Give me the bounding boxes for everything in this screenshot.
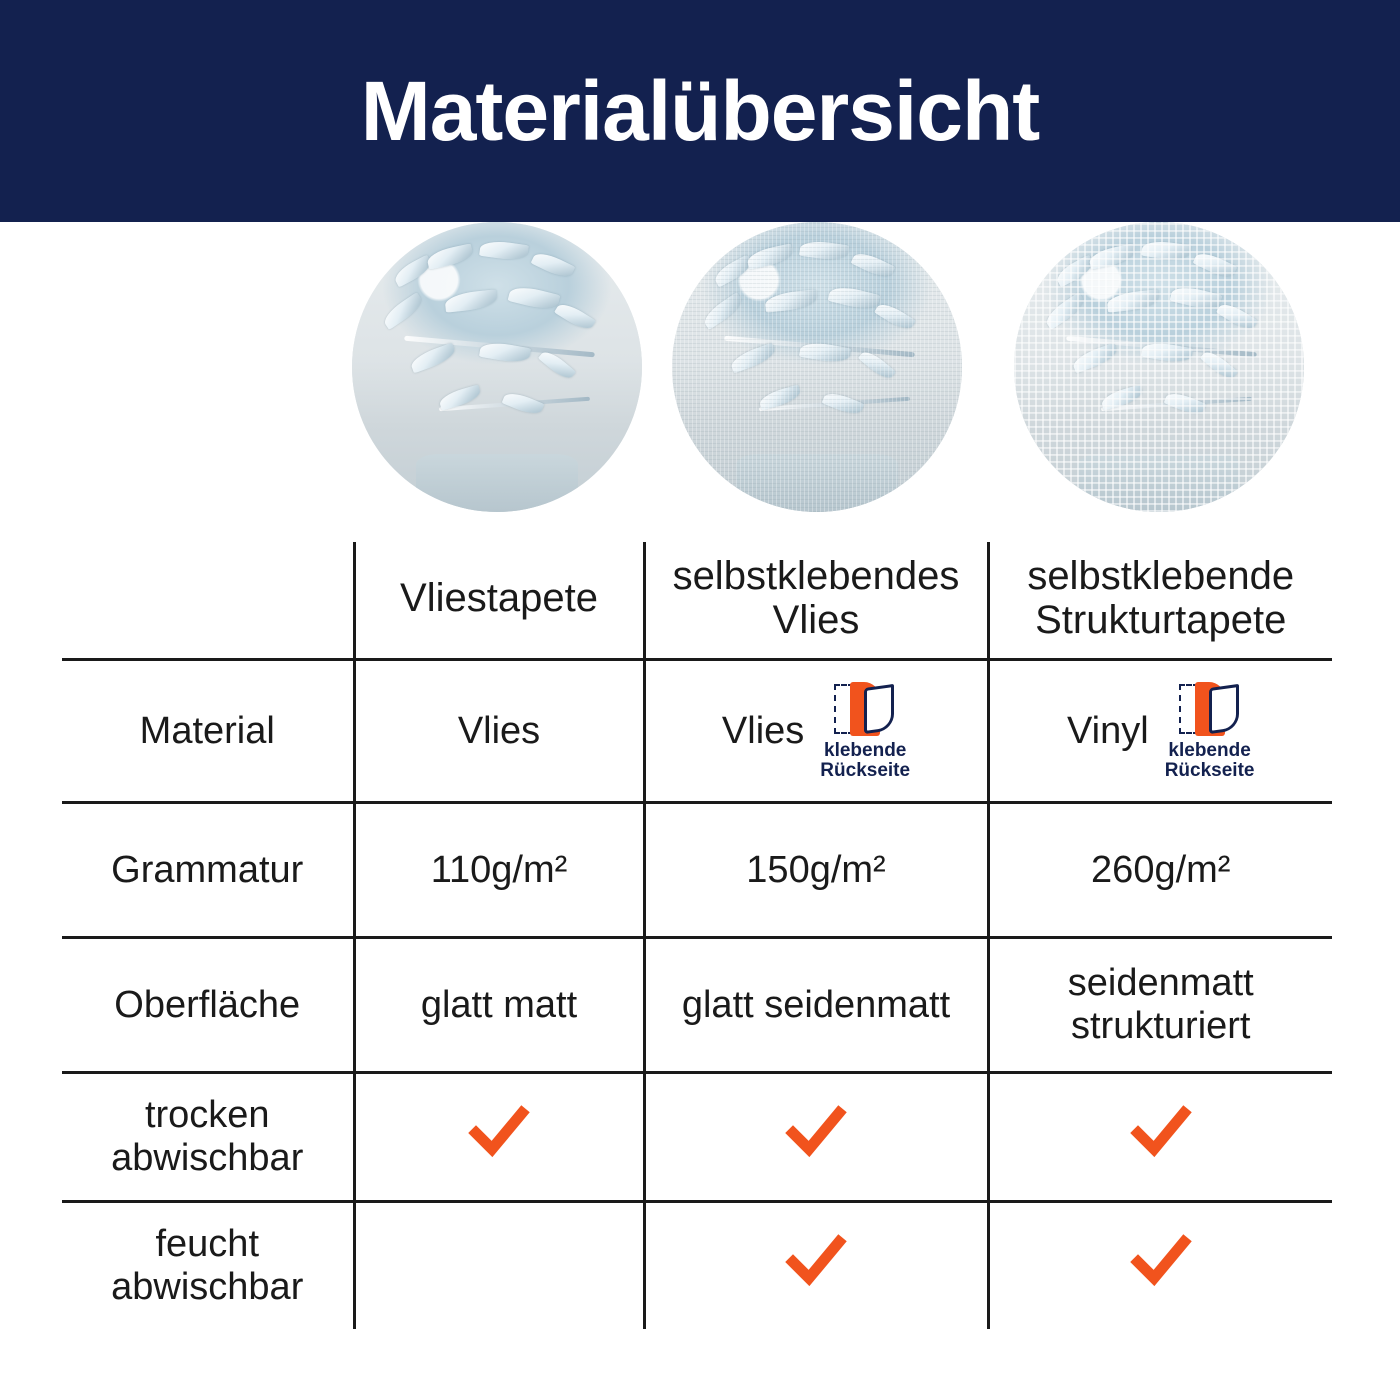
row-label-grammatur: Grammatur (62, 803, 354, 938)
table-header-row (62, 542, 1332, 660)
material-swatch-row (0, 222, 1400, 542)
cell-grammatur-vliestapete: 110g/m² (354, 803, 644, 938)
adhesive-back-badge (820, 682, 910, 780)
badge-line-2: Rückseite (820, 759, 911, 781)
swatch-selbstklebendes-vlies (672, 222, 962, 512)
page-title: Materialübersicht (360, 64, 1040, 158)
table-row-trocken-abwischbar (62, 1073, 1332, 1202)
cell-trocken-strukturtapete (988, 1073, 1332, 1202)
cell-feucht-selbstklebendes-vlies (644, 1202, 988, 1330)
bamboo-artwork (352, 222, 642, 512)
material-comparison-table-wrap (0, 542, 1400, 1329)
table-row-material (62, 660, 1332, 803)
header-label: selbstklebende Strukturtapete (1027, 554, 1295, 642)
cell-value: Vinyl (1067, 709, 1149, 752)
cell-oberflaeche-vliestapete: glatt matt (354, 938, 644, 1073)
check-icon (785, 1101, 847, 1163)
row-label-oberflaeche: Oberfläche (62, 938, 354, 1073)
adhesive-back-icon (1179, 682, 1241, 738)
header-label: Vliestapete (400, 576, 598, 620)
cell-material-selbstklebendes-vlies (644, 660, 988, 803)
cell-material-vliestapete: Vlies (354, 660, 644, 803)
header-cell-vliestapete (354, 542, 644, 660)
cell-feucht-vliestapete (354, 1202, 644, 1330)
bamboo-artwork (672, 222, 962, 512)
check-icon (785, 1230, 847, 1292)
cell-grammatur-selbstklebendes-vlies: 150g/m² (644, 803, 988, 938)
swatch-selbstklebende-strukturtapete (1014, 222, 1304, 512)
badge-line-2: Rückseite (1164, 759, 1255, 781)
table-row-grammatur (62, 803, 1332, 938)
adhesive-back-icon (834, 682, 896, 738)
material-comparison-table (62, 542, 1332, 1329)
cell-trocken-selbstklebendes-vlies (644, 1073, 988, 1202)
badge-line-1: klebende (1168, 740, 1251, 762)
adhesive-back-badge (1165, 682, 1255, 780)
cell-grammatur-strukturtapete: 260g/m² (988, 803, 1332, 938)
header-label: selbstklebendes Vlies (672, 554, 960, 642)
cell-material-strukturtapete (988, 660, 1332, 803)
header-cell-empty (62, 542, 354, 660)
cell-oberflaeche-strukturtapete: seidenmatt strukturiert (988, 938, 1332, 1073)
badge-line-1: klebende (824, 740, 907, 762)
header-cell-selbstklebendes-vlies (644, 542, 988, 660)
bamboo-artwork (1014, 222, 1304, 512)
swatch-vliestapete (352, 222, 642, 512)
cell-value: Vlies (721, 709, 805, 752)
table-row-feucht-abwischbar (62, 1202, 1332, 1330)
check-icon (1130, 1101, 1192, 1163)
row-label-feucht-abwischbar: feucht abwischbar (62, 1202, 354, 1330)
table-row-oberflaeche (62, 938, 1332, 1073)
row-label-trocken-abwischbar: trocken abwischbar (62, 1073, 354, 1202)
row-label-material: Material (62, 660, 354, 803)
cell-feucht-strukturtapete (988, 1202, 1332, 1330)
check-icon (468, 1101, 530, 1163)
check-icon (1130, 1230, 1192, 1292)
page-header (0, 0, 1400, 222)
cell-trocken-vliestapete (354, 1073, 644, 1202)
cell-oberflaeche-selbstklebendes-vlies: glatt seidenmatt (644, 938, 988, 1073)
header-cell-selbstklebende-strukturtapete (988, 542, 1332, 660)
